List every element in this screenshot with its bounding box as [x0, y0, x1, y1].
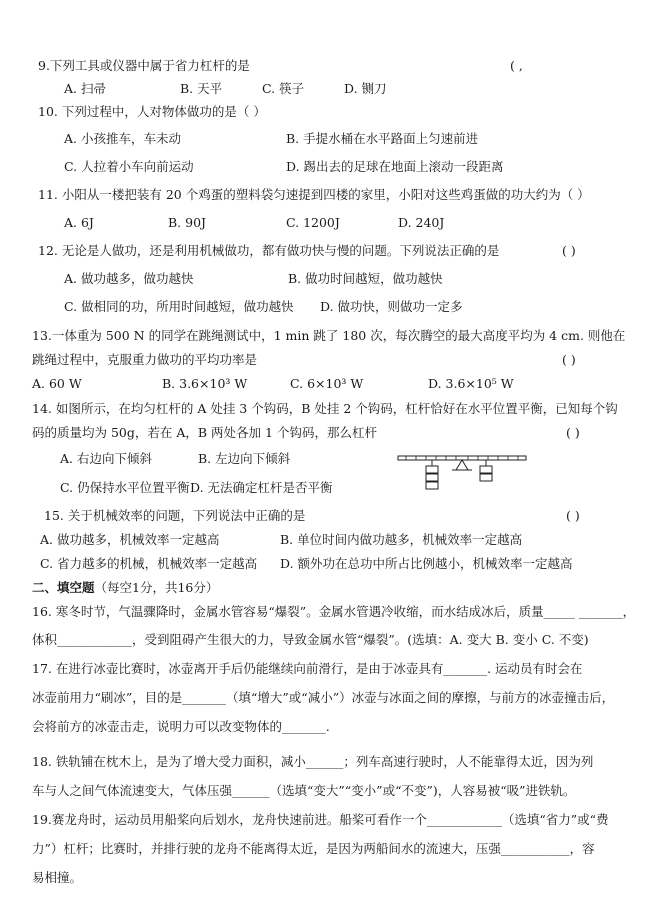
- q15-option-d: D. 额外功在总功中所占比例越小，机械效率一定越高: [280, 556, 573, 571]
- q19-line2: 力”）杠杆；比赛时，并排行驶的龙舟不能离得太近，是因为两船间水的流速大，压强___________，容: [32, 841, 595, 856]
- q12-option-b: B. 做功时间越短，做功越快: [288, 271, 443, 286]
- q12-option-d: D. 做功快，则做功一定多: [320, 299, 463, 314]
- q14-option-a: A. 右边向下倾斜: [60, 451, 152, 466]
- q19-line3: 易相撞。: [32, 870, 83, 885]
- q15-answer-paren: ( ): [566, 508, 580, 523]
- q14-option-b: B. 左边向下倾斜: [198, 451, 291, 466]
- q14-answer-paren: ( ): [566, 425, 580, 440]
- q17-line3: 会将前方的冰壶击走，说明力可以改变物体的_______.: [32, 719, 330, 734]
- q13-option-b: B. 3.6×10³ W: [162, 376, 248, 391]
- q10-option-a: A. 小孩推车，车未动: [64, 131, 181, 146]
- q10-stem: 10. 下列过程中，人对物体做功的是（ ）: [38, 104, 266, 119]
- q16-line1: 16. 寒冬时节，气温骤降时，金属水管容易“爆裂”。金属水管遇冷收缩，而水结成冰后，质量_____ _______，: [32, 604, 636, 619]
- q13-answer-paren: ( ): [562, 352, 576, 367]
- q13-option-c: C. 6×10³ W: [290, 376, 364, 391]
- q16-line2: 体积____________，受到阻碍产生很大的力，导致金属水管“爆裂”。(选填：A. 变大 B. 变小 C. 不变): [32, 632, 589, 647]
- q15-stem: 15. 关于机械效率的问题，下列说法中正确的是: [44, 508, 306, 523]
- q17-line1: 17. 在进行冰壶比赛时，冰壶离开手后仍能继续向前滑行，是由于冰壶具有_______. 运动员有时会在: [32, 661, 583, 676]
- q15-option-b: B. 单位时间内做功越多，机械效率一定越高: [280, 532, 523, 547]
- q18-line2: 车与人之间气体流速变大，气体压强______（选填“变大”“变小”或“不变”)，人容易被“吸”进铁轨。: [32, 783, 576, 798]
- q9-stem: 9.下列工具或仪器中属于省力杠杆的是: [38, 58, 250, 73]
- q15-option-c: C. 省力越多的机械，机械效率一定越高: [40, 556, 258, 571]
- q10-option-c: C. 人拉着小车向前运动: [64, 159, 194, 174]
- q10-option-d: D. 踢出去的足球在地面上滚动一段距离: [286, 159, 504, 174]
- q9-answer-paren: ( ,: [510, 58, 523, 73]
- q11-option-a: A. 6J: [64, 215, 94, 230]
- q11-stem: 11. 小阳从一楼把装有 20 个鸡蛋的塑料袋匀速提到四楼的家里，小阳对这些鸡蛋做的功大约为（ ）: [38, 187, 590, 202]
- lever-balance-diagram: [396, 448, 528, 496]
- q13-stem-line1: 13.一体重为 500 N 的同学在跳绳测试中，1 min 跳了 180 次，每次腾空的最大高度平均为 4 cm. 则他在: [32, 328, 626, 343]
- section-heading: [32, 580, 218, 596]
- q17-line2: 冰壶前用力“刷冰”，目的是_______（填“增大”或“减小”）冰壶与冰面之间的摩擦，与前方的冰壶撞击后，: [32, 690, 615, 705]
- q14-stem-line1: 14. 如图所示，在均匀杠杆的 A 处挂 3 个钩码，B 处挂 2 个钩码，杠杆恰好在水平位置平衡，已知每个钩: [32, 401, 618, 416]
- q13-stem-line2: 跳绳过程中，克服重力做功的平均功率是: [32, 352, 258, 367]
- q10-option-b: B. 手提水桶在水平路面上匀速前进: [286, 131, 479, 146]
- q19-line1: 19.赛龙舟时，运动员用船桨向后划水，龙舟快速前进。船桨可看作一个____________（选填“省力”或“费: [32, 812, 609, 827]
- q18-line1: 18. 铁轨铺在枕木上，是为了增大受力面积，减小______；列车高速行驶时，人不能靠得太近，因为列: [32, 754, 594, 769]
- q9-option-a: A. 扫帚: [64, 81, 106, 96]
- q12-option-c: C. 做相同的功，所用时间越短，做功越快: [64, 299, 294, 314]
- q11-option-d: D. 240J: [398, 215, 445, 230]
- q14-option-d: D. 无法确定杠杆是否平衡: [190, 480, 333, 495]
- q9-option-c: C. 筷子: [262, 81, 305, 96]
- section-title: 二、填空题: [32, 580, 95, 595]
- q11-option-b: B. 90J: [168, 215, 207, 230]
- q15-option-a: A. 做功越多，机械效率一定越高: [40, 532, 220, 547]
- q9-option-d: D. 铡刀: [344, 81, 387, 96]
- q13-option-a: A. 60 W: [32, 376, 82, 391]
- q9-option-b: B. 天平: [180, 81, 223, 96]
- q12-stem: 12. 无论是人做功，还是利用机械做功，都有做功快与慢的问题。下列说法正确的是: [38, 243, 500, 258]
- q14-option-c: C. 仍保持水平位置平衡: [60, 480, 190, 495]
- q12-option-a: A. 做功越多，做功越快: [64, 271, 194, 286]
- section-note: （每空1分，共16分）: [94, 580, 219, 595]
- q11-option-c: C. 1200J: [286, 215, 340, 230]
- q14-stem-line2: 码的质量均为 50g，若在 A，B 两处各加 1 个钩码，那么杠杆: [32, 425, 377, 440]
- q13-option-d: D. 3.6×10⁵ W: [428, 376, 514, 391]
- q12-answer-paren: ( ): [562, 243, 576, 258]
